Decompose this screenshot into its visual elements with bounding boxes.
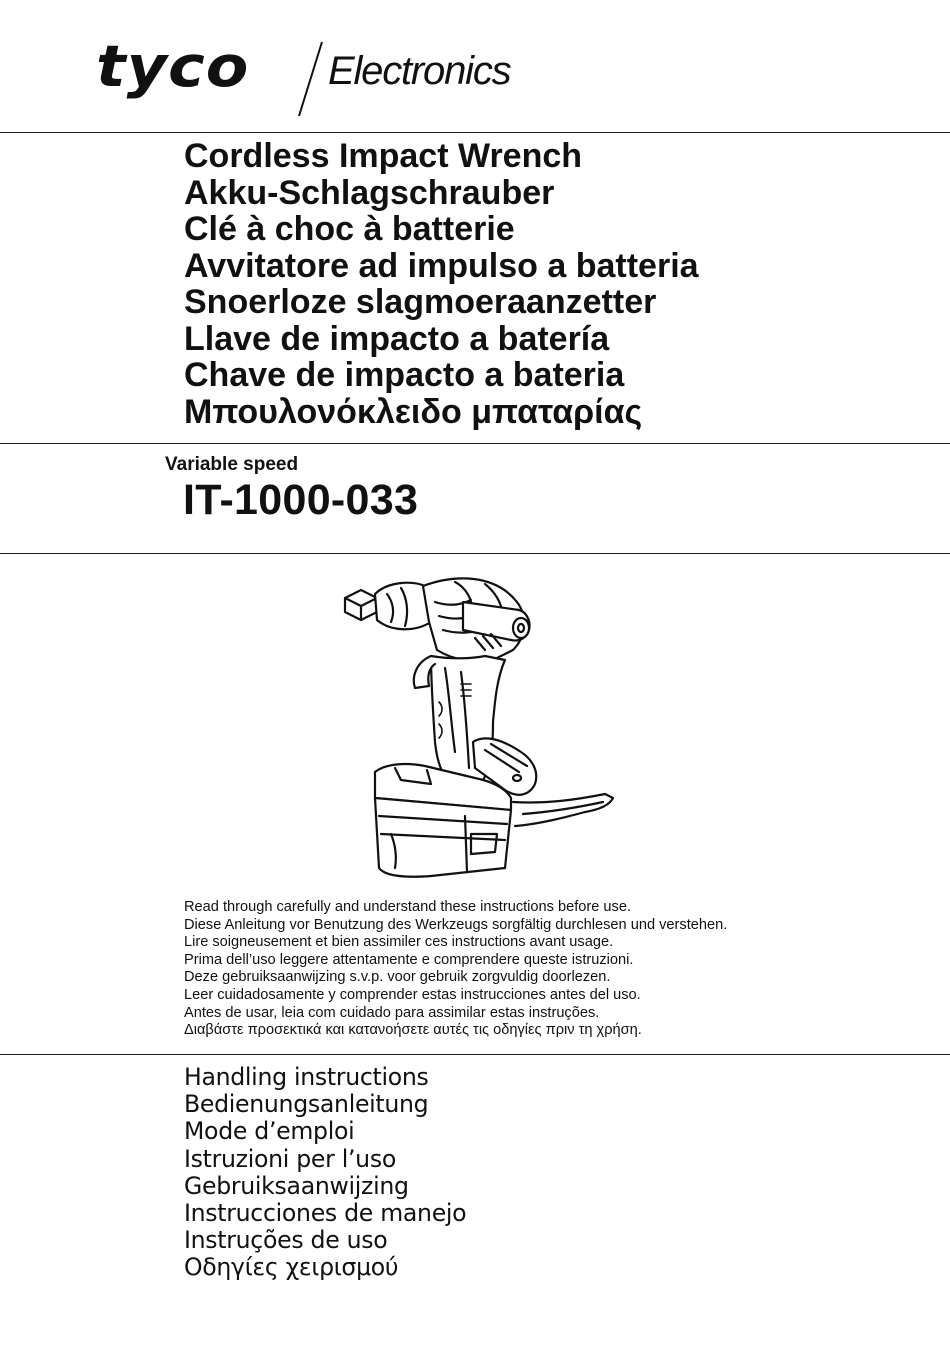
handling-it: Istruzioni per l’uso: [184, 1144, 396, 1173]
brand-logo-tyco: tyco: [96, 32, 250, 100]
brand-logo-electronics: Electronics: [328, 49, 511, 93]
title-it: Avvitatore ad impulso a batteria: [184, 246, 699, 285]
handling-fr: Mode d’emploi: [184, 1117, 355, 1146]
title-de: Akku-Schlagschrauber: [184, 173, 555, 212]
handling-el: Οδηγίες χειρισμού: [184, 1253, 399, 1282]
notice-el: Διαβάστε προσεκτικά και κατανοήσετε αυτές τις οδηγίες πριν τη χρήση.: [184, 1022, 642, 1039]
read-instructions-notice: [184, 899, 727, 1040]
notice-pt: Antes de usar, leia com cuidado para assimilar estas instruções.: [184, 1004, 600, 1021]
divider-titles: [0, 443, 950, 444]
title-es: Llave de impacto a batería: [184, 319, 610, 358]
notice-de: Diese Anleitung vor Benutzung des Werkzeugs sorgfältig durchlesen und verstehen.: [184, 916, 728, 933]
title-pt: Chave de impacto a bateria: [184, 356, 625, 394]
notice-it: Prima dell’uso leggere attentamente e comprendere queste istruzioni.: [184, 951, 634, 968]
title-nl: Snoerloze slagmoeraanzetter: [184, 283, 657, 321]
divider-notice: [0, 1054, 950, 1055]
handling-es: Instrucciones de manejo: [184, 1199, 467, 1228]
divider-model: [0, 553, 950, 554]
handling-instructions-list: [184, 1064, 466, 1282]
title-en: Cordless Impact Wrench: [184, 137, 583, 175]
handling-en: Handling instructions: [184, 1063, 429, 1091]
title-fr: Clé à choc à batterie: [184, 210, 515, 248]
notice-fr: Lire soigneusement et bien assimiler ces instructions avant usage.: [184, 934, 614, 951]
feature-label: Variable speed: [165, 454, 299, 475]
handling-de: Bedienungsanleitung: [184, 1090, 429, 1119]
handling-pt: Instruções de uso: [184, 1226, 388, 1255]
title-el: Μπουλονόκλειδο μπαταρίας: [184, 392, 643, 431]
notice-en: Read through carefully and understand these instructions before use.: [184, 899, 632, 915]
product-titles: [184, 138, 699, 430]
notice-es: Leer cuidadosamente y comprender estas instrucciones antes del uso.: [184, 986, 641, 1003]
impact-wrench-illustration: [335, 572, 625, 882]
model-number: IT-1000-033: [183, 476, 419, 524]
handling-nl: Gebruiksaanwijzing: [184, 1171, 409, 1200]
notice-nl: Deze gebruiksaanwijzing s.v.p. voor gebruik zorgvuldig doorlezen.: [184, 969, 611, 986]
logo-divider-slash: [296, 40, 326, 118]
divider-top: [0, 132, 950, 133]
